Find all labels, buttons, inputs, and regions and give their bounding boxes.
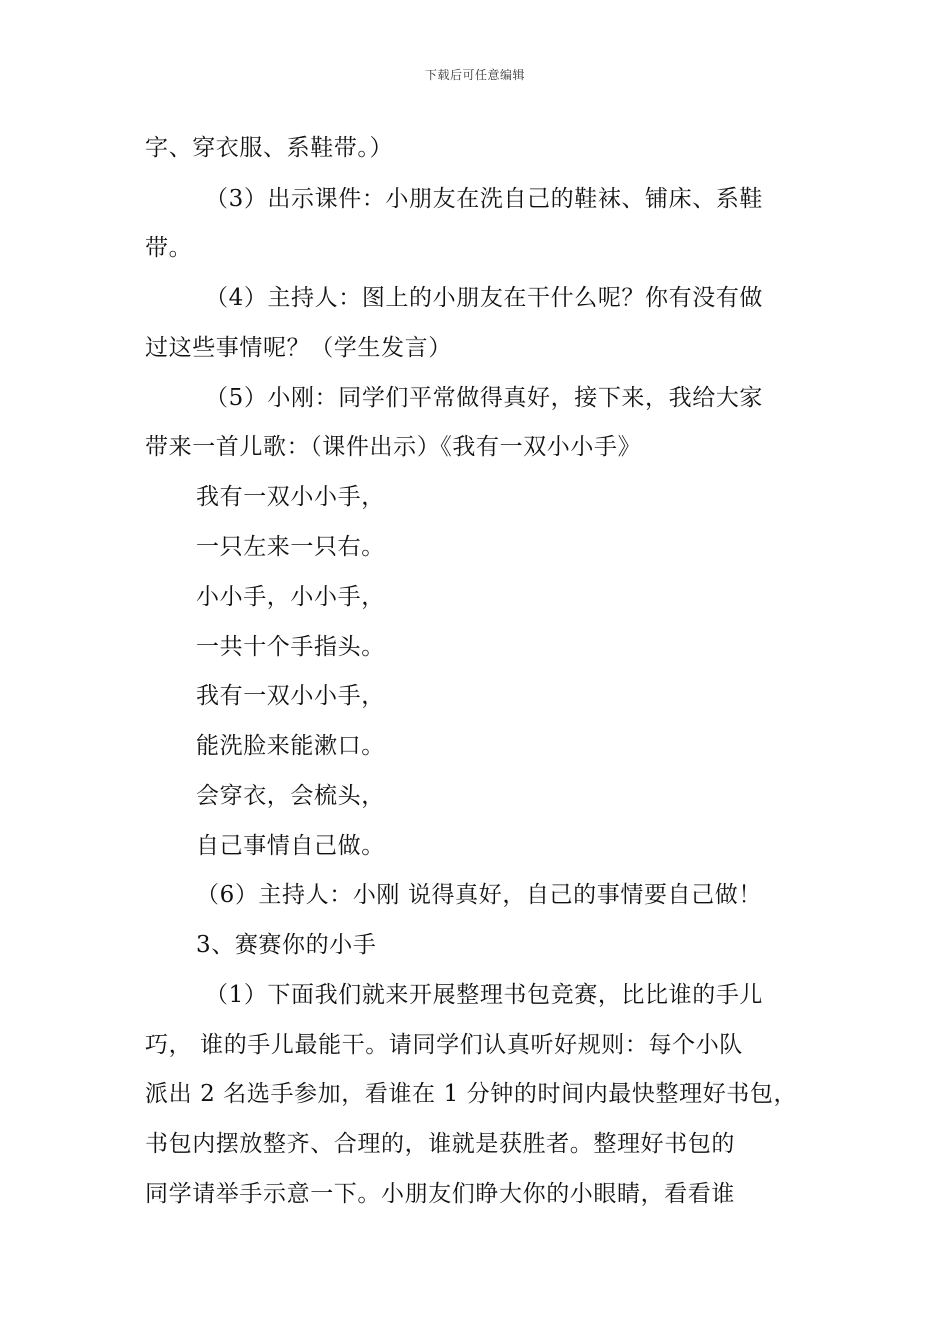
text-line: 带来一首儿歌：（课件出示）《我有一双小小手》 — [145, 434, 642, 460]
poem-line: 一只左来一只右。 — [196, 534, 385, 560]
poem-line: 我有一双小小手， — [196, 683, 385, 709]
text-line: （1）下面我们就来开展整理书包竞赛，比比谁的手儿 — [205, 982, 764, 1008]
text-line: 同学请举手示意一下。小朋友们睁大你的小眼睛，看看谁 — [145, 1181, 735, 1207]
text-line: （6）主持人：小刚 说得真好，自己的事情要自己做！ — [196, 882, 762, 908]
text-line: 派出 2 名选手参加，看谁在 1 分钟的时间内最快整理好书包， — [145, 1081, 798, 1107]
poem-line: 会穿衣，会梳头， — [196, 783, 385, 809]
text-line: （3）出示课件：小朋友在洗自己的鞋袜、铺床、系鞋 — [205, 186, 764, 212]
poem-line: 自己事情自己做。 — [196, 833, 385, 859]
page-header: 下载后可任意编辑 — [424, 68, 525, 82]
text-line: （4）主持人：图上的小朋友在干什么呢？你有没有做 — [205, 285, 764, 311]
text-line: 带。 — [145, 235, 193, 261]
text-line: 巧， 谁的手儿最能干。请同学们认真听好规则：每个小队 — [145, 1032, 743, 1058]
text-line: 过这些事情呢？（学生发言） — [145, 335, 452, 361]
poem-line: 小小手，小小手， — [196, 584, 385, 610]
section-heading: 3、赛赛你的小手 — [196, 932, 377, 958]
poem-line: 能洗脸来能漱口。 — [196, 733, 385, 759]
poem-line: 我有一双小小手， — [196, 484, 385, 510]
text-line: 字、穿衣服、系鞋带。） — [145, 135, 394, 161]
poem-line: 一共十个手指头。 — [196, 634, 385, 660]
text-line: 书包内摆放整齐、合理的，谁就是获胜者。整理好书包的 — [145, 1131, 735, 1157]
text-line: （5）小刚：同学们平常做得真好，接下来，我给大家 — [205, 385, 764, 411]
